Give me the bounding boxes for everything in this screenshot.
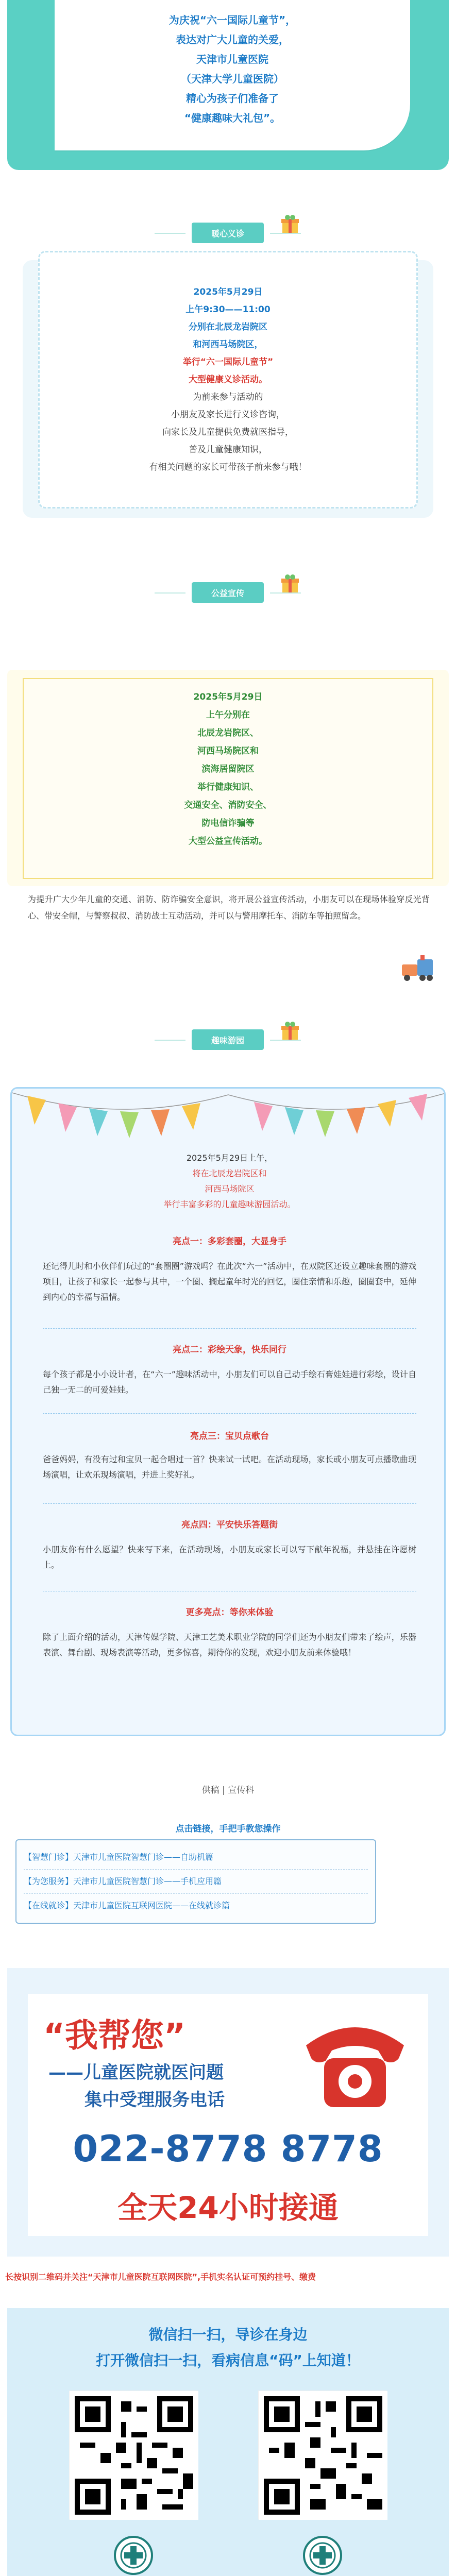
highlight-title: 亮点三：宝贝点歌台 [190, 1431, 269, 1442]
divider [43, 1503, 416, 1504]
garden-intro [12, 1150, 446, 1212]
qr-code-weibo[interactable] [69, 2391, 198, 2519]
consult-line: 和河西马场院区， [193, 340, 263, 350]
qr-title: 微信扫一扫，导诊在身边 [148, 2326, 308, 2343]
highlight-title: 亮点一：多彩套圈，大显身手 [173, 1236, 286, 1247]
consult-card-inner [38, 251, 418, 509]
publicity-line: 交通安全、消防安全、 [184, 800, 272, 810]
consult-line: 向家长及儿童提供免费就医指导， [162, 427, 294, 437]
publicity-box [7, 670, 449, 886]
gift-icon [278, 1019, 302, 1043]
hotline-inner [28, 1994, 428, 2236]
consult-line: 大型健康义诊活动。 [189, 375, 267, 385]
qr-code-internet-hospital[interactable] [258, 2391, 387, 2519]
consult-line: 分别在北辰龙岩院区 [189, 322, 267, 332]
highlight-text: 每个孩子都是小小设计者，在“六一”趣味活动中，小朋友们可以自己动手绘石膏娃娃进行彩绘，设计自己独一无二的可爱娃娃。 [43, 1369, 416, 1395]
telephone-icon [296, 2004, 414, 2117]
highlight-title: 亮点四：平安快乐答题街 [181, 1520, 278, 1530]
intro-line: 天津市儿童医院 [196, 53, 268, 65]
related-link[interactable]: 【智慧门诊】天津市儿童医院智慧门诊——自助机篇 [24, 1845, 368, 1870]
hotline-sub: ——儿童医院就医问题 [48, 2062, 224, 2083]
publicity-line: 北辰龙岩院区、 [197, 728, 259, 738]
highlight-text: 除了上面介绍的活动，天津传媒学院、天津工艺美术职业学院的同学们还为小朋友们带来了绘声，乐器表演、舞台剧、现场表演等活动，更多惊喜，期待你的发现，欢迎小朋友前来体验哦！ [43, 1632, 416, 1657]
intro-line: 表达对广大儿童的关爱， [176, 33, 289, 46]
hotline-headline: “我帮您” [43, 2017, 186, 2055]
publicity-line: 上午分别在 [206, 710, 250, 720]
consult-line: 有相关问题的家长可带孩子前来参与哦！ [149, 462, 307, 472]
publicity-paragraph: 为提升广大少年儿童的交通、消防、防诈骗安全意识，将开展公益宣传活动，小朋友可以在现场体验穿反光背心、带安全帽，与警察叔叔、消防战士互动活动，并可以与警用摩托车、消防车等拍照留念。 [28, 894, 430, 921]
qr-section [7, 2308, 449, 2576]
highlight-text: 爸爸妈妈，有没有过和宝贝一起合唱过一首？快来试一试吧。在活动现场，家长或小朋友可点播歌曲现场演唱，让欢乐现场演唱，并进上奖好礼。 [43, 1454, 416, 1480]
divider [43, 1413, 416, 1414]
related-link[interactable]: 【为您服务】天津市儿童医院智慧门诊——手机应用篇 [24, 1870, 368, 1894]
section-title-consult: 暖心义诊 [192, 223, 264, 243]
publicity-line: 2025年5月29日 [193, 692, 263, 702]
consult-time: 上午9:30——11:00 [185, 304, 271, 315]
garden-card [10, 1087, 446, 1736]
hospital-logo-icon [113, 2535, 154, 2576]
hospital-logo-icon [302, 2535, 343, 2576]
publicity-box-inner [23, 678, 433, 879]
divider [43, 1328, 416, 1329]
consult-date: 2025年5月29日 [193, 287, 263, 297]
consult-line: 普及儿童健康知识， [189, 445, 267, 455]
source-credit: 供稿 | 宣传科 [201, 1785, 255, 1795]
qr-pattern [259, 2391, 387, 2520]
highlight-title: 亮点二：彩绘天象，快乐同行 [173, 1345, 286, 1355]
consult-line: 为前来参与活动的 [193, 392, 263, 402]
garden-intro-line: 河西马场院区 [205, 1184, 255, 1194]
related-link[interactable]: 【在线就诊】天津市儿童医院互联网医院——在线就诊篇 [24, 1901, 230, 1910]
qr-title: 打开微信扫一扫，看病信息“码”上知道！ [96, 2352, 360, 2369]
consult-card [23, 260, 433, 518]
intro-line: 精心为孩子们准备了 [186, 92, 279, 105]
section-title-garden: 趣味游园 [192, 1029, 264, 1050]
qr-notice: 长按识别二维码并关注“天津市儿童医院互联网医院”,手机实名认证可预约挂号、缴费 [5, 2272, 316, 2282]
qr-pattern [70, 2391, 198, 2520]
section-title-publicity: 公益宣传 [192, 582, 264, 603]
gift-icon [278, 572, 302, 596]
consult-line: 举行“六一国际儿童节” [182, 357, 274, 367]
publicity-line: 河西马场院区和 [197, 746, 259, 756]
intro-banner [7, 0, 449, 170]
garden-intro-line: 将在北辰龙岩院区和 [192, 1168, 267, 1178]
intro-line: （天津大学儿童医院） [181, 73, 284, 85]
highlight-text: 还记得儿时和小伙伴们玩过的“套圈圈”游戏吗？在此次“六一”活动中，在双院区还设立趣味套圈的游戏项目，让孩子和家长一起参与其中，一个圈、搁起童年时光的回忆，圈住亲情和乐趣，圈圈套中，延伸到内心的幸福与温情。 [43, 1261, 416, 1302]
publicity-line: 举行健康知识、 [197, 782, 259, 792]
hotline-banner [7, 1968, 449, 2257]
bunting-decoration [12, 1089, 446, 1145]
gift-icon [278, 212, 302, 236]
garden-intro-line: 2025年5月29日上午， [186, 1153, 273, 1163]
publicity-line: 滨海居留院区 [201, 764, 255, 774]
related-links [15, 1839, 376, 1924]
intro-line: 为庆祝“六一国际儿童节”， [168, 14, 296, 26]
train-icon [399, 953, 440, 984]
garden-intro-line: 举行丰富多彩的儿童趣味游园活动。 [163, 1199, 296, 1209]
hotline-phone: 022-8778 8778 [73, 2128, 383, 2170]
links-tip: 点击链接，手把手教您操作 [175, 1824, 281, 1834]
hotline-hours: 全天24小时接通 [117, 2190, 339, 2225]
publicity-card [7, 670, 449, 999]
intro-card [55, 0, 410, 150]
intro-line: “健康趣味大礼包”。 [184, 112, 281, 124]
highlight-text: 小朋友你有什么愿望？快来写下来，在活动现场，小朋友或家长可以写下献年祝福，并悬挂在许愿树上。 [43, 1545, 416, 1570]
consult-line: 小朋友及家长进行义诊咨询， [171, 410, 285, 420]
highlight-title: 更多亮点：等你来体验 [185, 1607, 274, 1618]
publicity-line: 防电信诈骗等 [201, 818, 255, 828]
publicity-line: 大型公益宣传活动。 [189, 836, 267, 846]
hotline-sub: 集中受理服务电话 [85, 2090, 225, 2110]
